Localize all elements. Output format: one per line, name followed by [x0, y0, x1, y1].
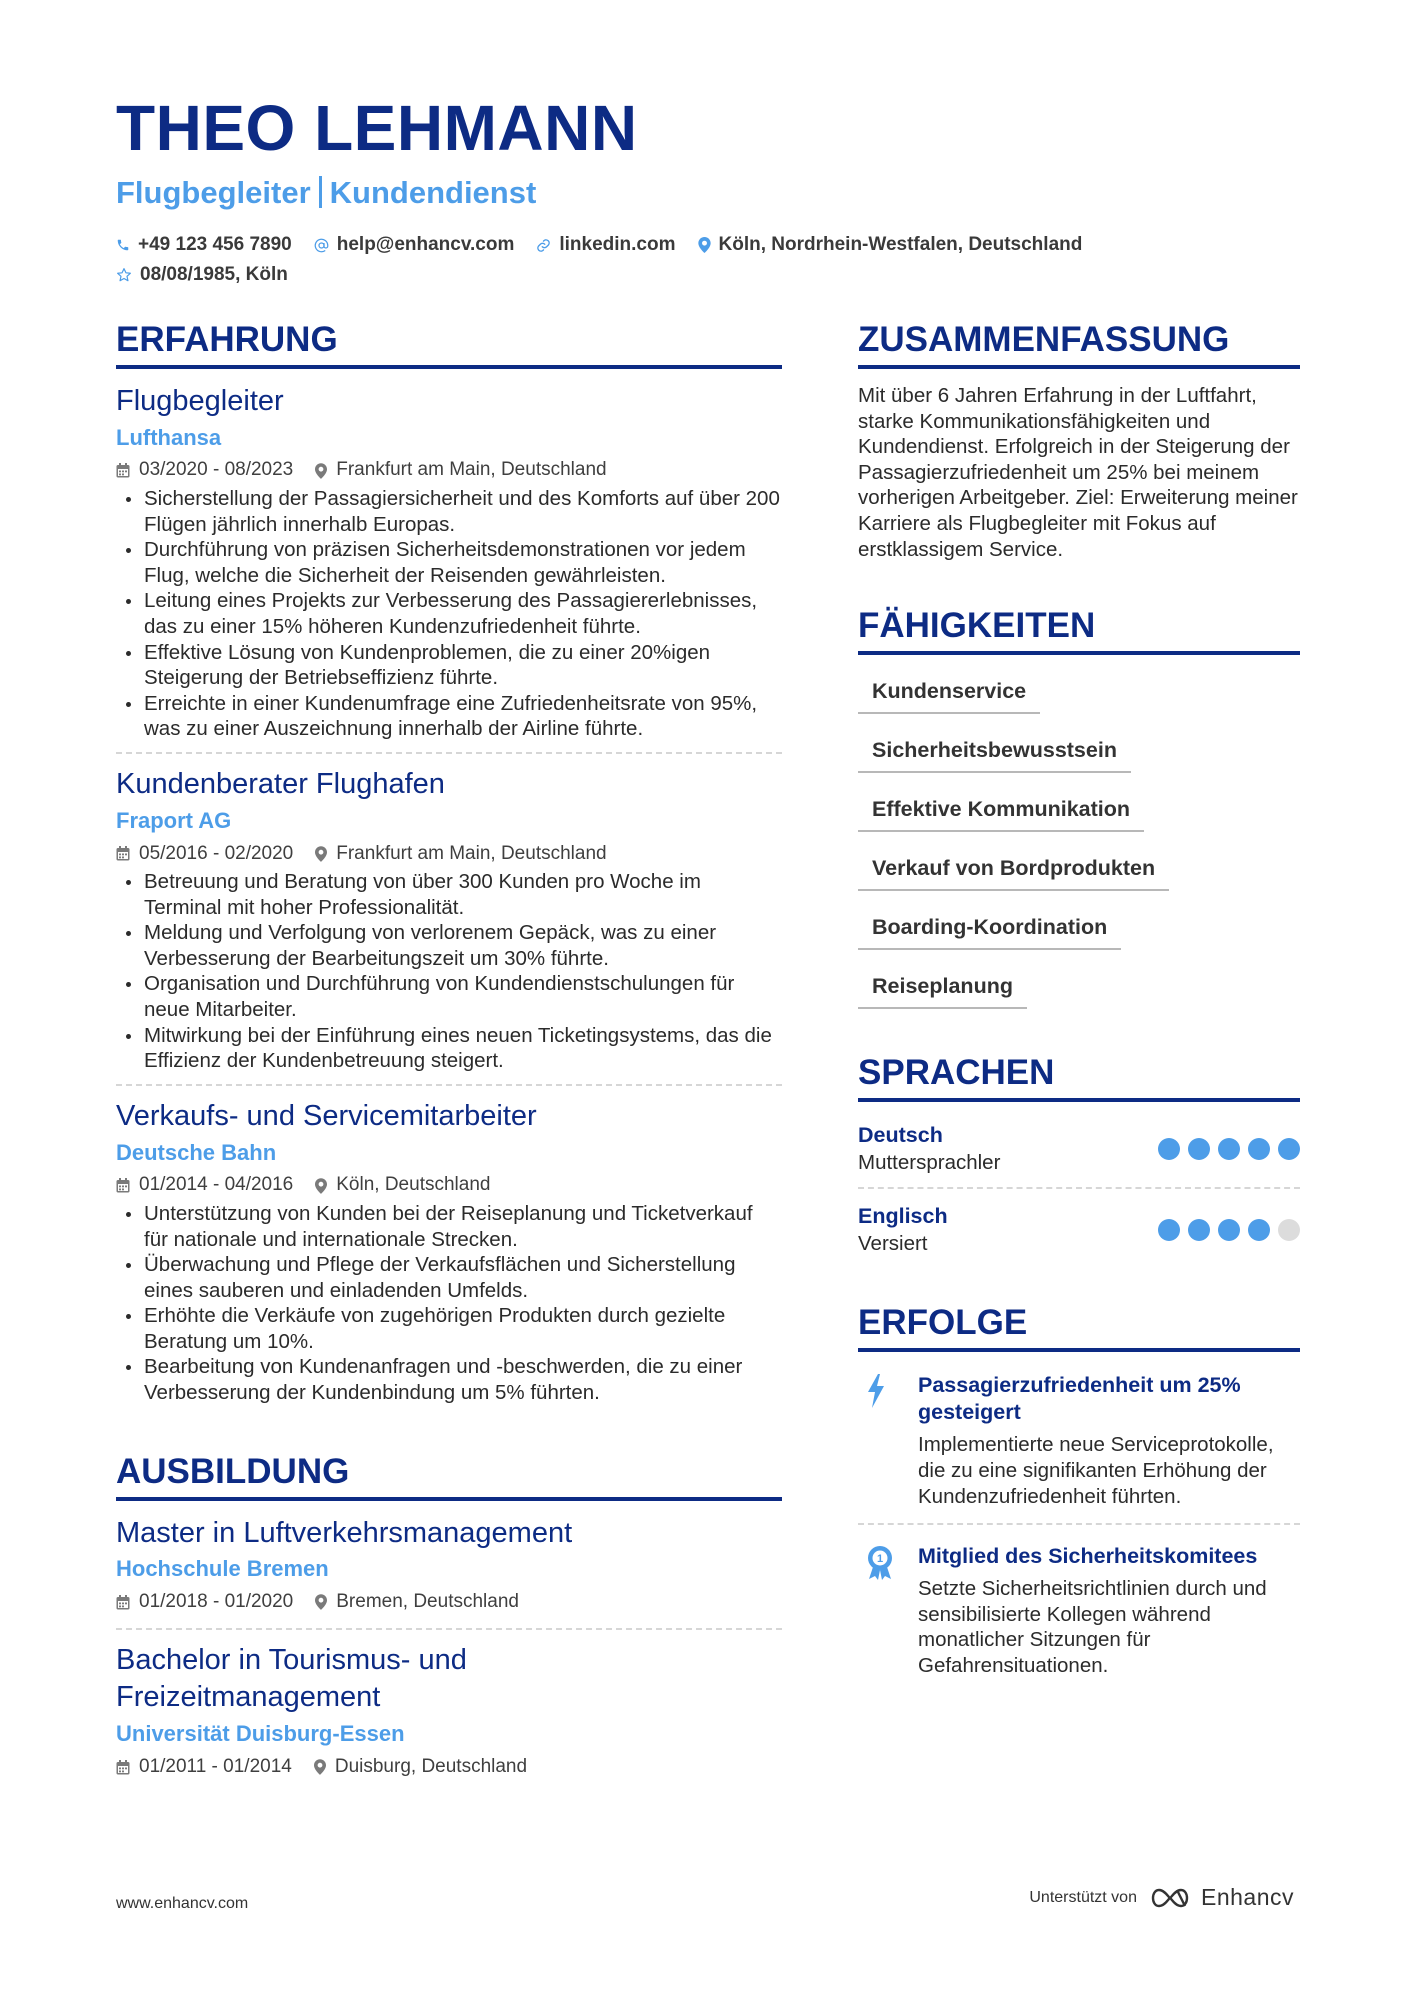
rating-dot-filled [1248, 1138, 1270, 1160]
right-column [858, 322, 1300, 1704]
job-company: Fraport AG [116, 807, 232, 833]
achievement-entry [858, 1366, 1300, 1525]
achievement-title: Mitglied des Sicherheitskomitees [918, 1544, 1258, 1569]
bullet-item: Überwachung und Pflege der Verkaufsflächen und Sicherstellung eines sauberen und einladenden Umfelds. [116, 1252, 782, 1303]
bullet-item: Durchführung von präzisen Sicherheitsdemonstrationen vor jedem Flug, welche die Sicherheit der Reisenden gewährleisten. [116, 537, 782, 588]
bullet-item: Unterstützung von Kunden bei der Reiseplanung und Ticketverkauf für nationale und internationale Strecken. [116, 1201, 782, 1252]
job-company: Lufthansa [116, 424, 222, 450]
candidate-title [116, 176, 536, 208]
contact-info [116, 230, 1316, 290]
education-dates: 01/2018 - 01/2020 [139, 1591, 294, 1613]
at-icon [314, 238, 329, 253]
bullet-item: Effektive Lösung von Kundenproblemen, die zu einer 20%igen Steigerung der Betriebseffizienz führte. [116, 640, 782, 691]
calendar-icon [116, 463, 130, 478]
job-location: Frankfurt am Main, Deutschland [336, 459, 607, 481]
job-dates: 01/2014 - 04/2016 [139, 1174, 294, 1196]
language-rating [1150, 1219, 1300, 1241]
rating-dot-filled [1188, 1219, 1210, 1241]
bullet-item: Erreichte in einer Kundenumfrage eine Zufriedenheitsrate von 95%, was zu einer Auszeichnung innerhalb der Airline führte. [116, 691, 782, 742]
linkedin-text: linkedin.com [559, 234, 676, 255]
rating-dot-empty [1278, 1219, 1300, 1241]
job-meta [116, 1172, 782, 1199]
footer-website[interactable]: www.enhancv.com [116, 1895, 249, 1912]
job-dates: 03/2020 - 08/2023 [139, 459, 294, 481]
education-location: Duisburg, Deutschland [334, 1755, 528, 1777]
skill-tag: Reiseplanung [858, 964, 1027, 1009]
title-part-1: Flugbegleiter [116, 175, 311, 210]
bullet-item: Bearbeitung von Kundenanfragen und -beschwerden, die zu einer Verbesserung der Kundenbindung um 5% führten. [116, 1354, 782, 1405]
education-dates: 01/2011 - 01/2014 [139, 1755, 292, 1777]
school-name: Universität Duisburg-Essen [116, 1721, 405, 1747]
powered-by-text: Unterstützt von [1029, 1888, 1137, 1906]
phone-icon [116, 238, 130, 252]
bullet-item: Erhöhte die Verkäufe von zugehörigen Produkten durch gezielte Beratung um 10%. [116, 1303, 782, 1354]
rating-dot-filled [1158, 1219, 1180, 1241]
contact-linkedin[interactable] [536, 234, 675, 256]
education-meta [116, 1589, 782, 1616]
degree-title: Master in Luftverkehrsmanagement [116, 1516, 573, 1549]
birth-text: 08/08/1985, Köln [140, 264, 288, 285]
achievement-text: Setzte Sicherheitsrichtlinien durch und sensibilisierte Kollegen während monatlicher Sitzungen für Gefahrensituationen. [918, 1577, 1267, 1677]
skill-tag: Effektive Kommunikation [858, 787, 1144, 832]
calendar-icon [116, 1760, 130, 1775]
job-dates: 05/2016 - 02/2020 [139, 842, 294, 864]
achievements-heading: ERFOLGE [858, 1305, 1300, 1352]
languages-heading: SPRACHEN [858, 1055, 1300, 1102]
svg-text:1: 1 [876, 1553, 884, 1566]
left-column [116, 322, 782, 1805]
link-icon [536, 238, 551, 253]
job-title: Kundenberater Flughafen [116, 768, 445, 801]
contact-phone[interactable] [116, 234, 292, 256]
job-meta [116, 457, 782, 484]
location-pin-icon [315, 1178, 327, 1194]
lightning-icon [866, 1374, 886, 1408]
job-company: Deutsche Bahn [116, 1139, 277, 1165]
rating-dot-filled [1218, 1138, 1240, 1160]
email-text: help@enhancv.com [336, 234, 515, 255]
language-rating [1150, 1138, 1300, 1160]
job-entry [116, 766, 782, 1086]
job-location: Köln, Deutschland [336, 1174, 491, 1196]
summary-heading: ZUSAMMENFASSUNG [858, 322, 1300, 369]
brand-name: Enhancv [1200, 1884, 1294, 1910]
rating-dot-filled [1278, 1138, 1300, 1160]
location-pin-icon [314, 1759, 326, 1775]
rating-dot-filled [1218, 1219, 1240, 1241]
calendar-icon [116, 1178, 130, 1193]
contact-location [698, 234, 1083, 256]
job-bullets [116, 486, 782, 742]
contact-email[interactable] [314, 234, 515, 256]
skill-tag: Boarding-Koordination [858, 905, 1121, 950]
skills-list [858, 669, 1300, 1023]
skill-tag: Sicherheitsbewusstsein [858, 728, 1131, 773]
bullet-item: Organisation und Durchführung von Kundendienstschulungen für neue Mitarbeiter. [116, 971, 782, 1022]
experience-heading: ERFAHRUNG [116, 322, 782, 369]
bullet-item: Meldung und Verfolgung von verlorenem Gepäck, was zu einer Verbesserung der Bearbeitungszeit um 30% führte. [116, 920, 782, 971]
language-level: Muttersprachler [858, 1151, 1001, 1175]
location-pin-icon [315, 463, 327, 479]
contact-birth [116, 264, 288, 286]
language-entry [858, 1116, 1300, 1189]
language-name: Deutsch [858, 1123, 943, 1148]
rating-dot-filled [1158, 1138, 1180, 1160]
title-separator [319, 176, 322, 208]
skills-heading: FÄHIGKEITEN [858, 608, 1300, 655]
language-level: Versiert [858, 1231, 928, 1255]
job-meta [116, 841, 782, 868]
job-bullets [116, 1201, 782, 1406]
job-entry [116, 383, 782, 754]
education-meta [116, 1754, 782, 1781]
education-location: Bremen, Deutschland [336, 1591, 519, 1613]
bullet-item: Leitung eines Projekts zur Verbesserung des Passagiererlebnisses, das zu einer 15% höheren Kundenzufriedenheit führte. [116, 588, 782, 639]
rating-dot-filled [1188, 1138, 1210, 1160]
degree-title: Bachelor in Tourismus- und Freizeitmanagement [116, 1643, 467, 1714]
enhancv-logo-icon [1147, 1886, 1193, 1910]
language-entry [858, 1197, 1300, 1268]
location-pin-icon [315, 846, 327, 862]
job-title: Verkaufs- und Servicemitarbeiter [116, 1099, 537, 1132]
title-part-2: Kundendienst [329, 175, 537, 210]
rating-dot-filled [1248, 1219, 1270, 1241]
job-title: Flugbegleiter [116, 385, 284, 417]
job-entry [116, 1098, 782, 1416]
education-entry [116, 1642, 782, 1793]
footer-branding[interactable] [1029, 1884, 1294, 1911]
skill-tag: Kundenservice [858, 669, 1040, 714]
award-ribbon-icon [866, 1545, 894, 1581]
star-icon [116, 267, 132, 283]
location-pin-icon [315, 1594, 327, 1610]
calendar-icon [116, 1595, 130, 1610]
summary-text: Mit über 6 Jahren Erfahrung in der Luftfahrt, starke Kommunikationsfähigkeiten und Kundendienst. Erfolgreich in der Steigerung der Passagierzufriedenheit um 25% bei meinem vorherigen Arbeitgeber. Ziel: Erweiterung meiner Karriere als Flugbegleiter mit Fokus auf erstklassigem Service. [858, 384, 1298, 561]
education-heading: AUSBILDUNG [116, 1454, 782, 1501]
bullet-item: Betreuung und Beratung von über 300 Kunden pro Woche im Terminal mit hoher Professionalität. [116, 869, 782, 920]
phone-text: +49 123 456 7890 [138, 234, 292, 255]
achievement-title: Passagierzufriedenheit um 25% gesteigert [918, 1373, 1241, 1425]
skill-tag: Verkauf von Bordprodukten [858, 846, 1169, 891]
candidate-name: THEO LEHMANN [116, 92, 638, 164]
location-text: Köln, Nordrhein-Westfalen, Deutschland [718, 234, 1083, 255]
location-pin-icon [698, 237, 711, 253]
achievement-text: Implementierte neue Serviceprotokolle, die zu eine signifikanten Erhöhung der Kundenzufriedenheit führten. [918, 1433, 1274, 1508]
calendar-icon [116, 846, 130, 861]
achievement-entry [858, 1537, 1300, 1692]
school-name: Hochschule Bremen [116, 1556, 329, 1582]
job-location: Frankfurt am Main, Deutschland [336, 842, 607, 864]
bullet-item: Sicherstellung der Passagiersicherheit und des Komforts auf über 200 Flügen jährlich innerhalb Europas. [116, 486, 782, 537]
education-entry [116, 1515, 782, 1630]
language-name: Englisch [858, 1203, 948, 1228]
job-bullets [116, 869, 782, 1074]
bullet-item: Mitwirkung bei der Einführung eines neuen Ticketingsystems, das die Effizienz der Kundenbetreuung steigert. [116, 1023, 782, 1074]
